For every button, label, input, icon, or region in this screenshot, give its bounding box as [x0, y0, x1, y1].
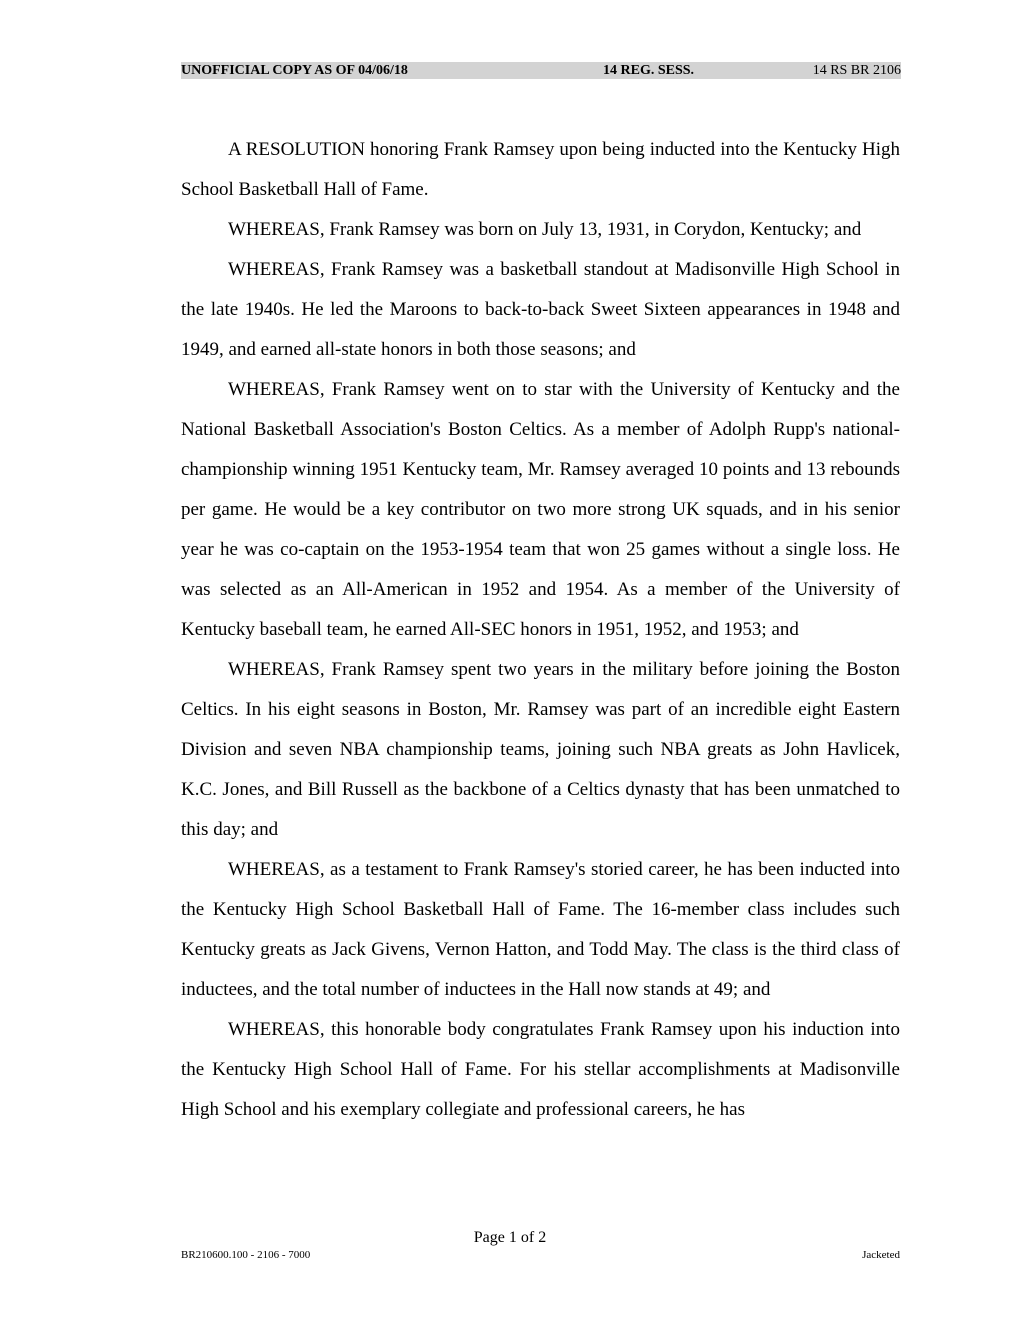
unofficial-copy-label: UNOFFICIAL COPY AS OF 04/06/18 [181, 63, 408, 78]
session-label: 14 REG. SESS. [603, 63, 695, 78]
whereas-paragraph-college: WHEREAS, Frank Ramsey went on to star with the University of Kentucky and the National Basketball Association's Boston Celtics. As a member of Adolph Rupp's national-championship winning 1951 Kentucky team, Mr. Ramsey averaged 10 points and 13 rebounds per game. He would be a key contributor on two more strong UK squads, and in his senior year he was co-captain on the 1953-1954 team that won 25 games without a single loss. He was selected as an All-American in 1952 and 1954. As a member of the University of Kentucky baseball team, he earned All-SEC honors in 1951, 1952, and 1953; and [181, 379, 900, 640]
resolution-body [181, 130, 900, 1130]
document-id: BR210600.100 - 2106 - 7000 [181, 1249, 311, 1261]
bill-reference: 14 RS BR 2106 [812, 63, 901, 78]
whereas-paragraph-birth: WHEREAS, Frank Ramsey was born on July 13, 1931, in Corydon, Kentucky; and [228, 219, 862, 240]
page-number: Page 1 of 2 [473, 1229, 547, 1246]
resolution-title-paragraph: A RESOLUTION honoring Frank Ramsey upon being inducted into the Kentucky High School Basketball Hall of Fame. [181, 139, 900, 200]
whereas-paragraph-congratulations: WHEREAS, this honorable body congratulates Frank Ramsey upon his induction into the Kentucky High School Hall of Fame. For his stellar accomplishments at Madisonville High School and his exemplary collegiate and professional careers, he has [181, 1019, 900, 1120]
document-status: Jacketed [862, 1249, 900, 1261]
document-header [181, 62, 901, 79]
whereas-paragraph-high-school: WHEREAS, Frank Ramsey was a basketball standout at Madisonville High School in the late 1940s. He led the Maroons to back-to-back Sweet Sixteen appearances in 1948 and 1949, and earned all-state honors in both those seasons; and [181, 259, 900, 360]
whereas-paragraph-hall-of-fame: WHEREAS, as a testament to Frank Ramsey's storied career, he has been inducted into the Kentucky High School Basketball Hall of Fame. The 16-member class includes such Kentucky greats as Jack Givens, Vernon Hatton, and Todd May. The class is the third class of inductees, and the total number of inductees in the Hall now stands at 49; and [181, 859, 900, 1000]
whereas-paragraph-celtics: WHEREAS, Frank Ramsey spent two years in the military before joining the Boston Celtics. In his eight seasons in Boston, Mr. Ramsey was part of an incredible eight Eastern Division and seven NBA championship teams, joining such NBA greats as John Havlicek, K.C. Jones, and Bill Russell as the backbone of a Celtics dynasty that has been unmatched to this day; and [181, 659, 900, 840]
